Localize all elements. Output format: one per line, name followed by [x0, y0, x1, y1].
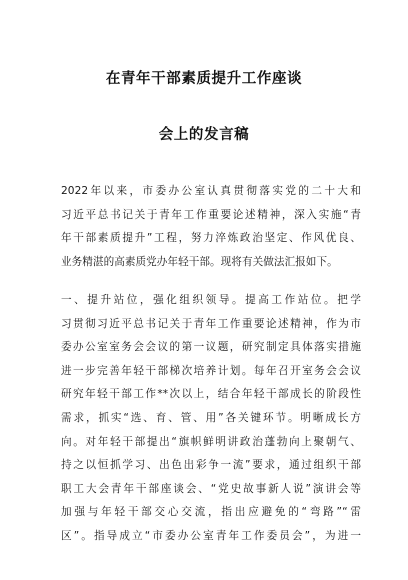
paragraph-line: 一、提升站位，强化组织领导。提高工作站位。把学: [61, 294, 361, 306]
paragraph-line: 2022年以来，市委办公室认真贯彻落实党的二十大和: [61, 185, 361, 197]
paragraph-intro: [61, 180, 361, 274]
paragraph-section-1: [61, 289, 361, 549]
paragraph-line: 研究年轻干部工作**次以上，结合年轻干部成长的阶段性: [61, 388, 361, 401]
paragraph-line: 业务精湛的高素质党办年轻干部。现将有关做法汇报如下。: [61, 255, 338, 268]
paragraph-line: 向。对年轻干部提出“旗帜鲜明讲政治蓬勃向上聚朝气、: [61, 435, 361, 448]
paragraph-line: 进一步完善年轻干部梯次培养计划。每年召开室务会会议: [61, 364, 361, 377]
document-title-line-2: 会上的发言稿: [158, 127, 250, 143]
paragraph-line: 区”。指导成立“市委办公室青年工作委员会”，为进一: [61, 529, 361, 542]
paragraph-line: 职工大会青年干部座谈会、“党史故事新人说”演讲会等: [61, 482, 361, 495]
paragraph-line: 持之以恒抓学习、出色出彩争一流”要求，通过组织干部: [61, 459, 361, 472]
document-title-line-1: 在青年干部素质提升工作座谈: [105, 71, 303, 87]
paragraph-line: 需求，抓实“选、育、管、用”各关键环节。明晰成长方: [61, 411, 361, 424]
paragraph-line: 习贯彻习近平总书记关于青年工作重要论述精神，作为市: [61, 317, 361, 330]
paragraph-line: 委办公室室务会会议的第一议题，研究制定具体落实措施: [61, 341, 361, 354]
paragraph-line: 习近平总书记关于青年工作重要论述精神，深入实施“青: [61, 208, 361, 221]
paragraph-line: 加强与年轻干部交心交流，指出应避免的“弯路”“雷: [61, 506, 361, 519]
paragraph-line: 年干部素质提升”工程，努力淬炼政治坚定、作风优良、: [61, 232, 361, 245]
